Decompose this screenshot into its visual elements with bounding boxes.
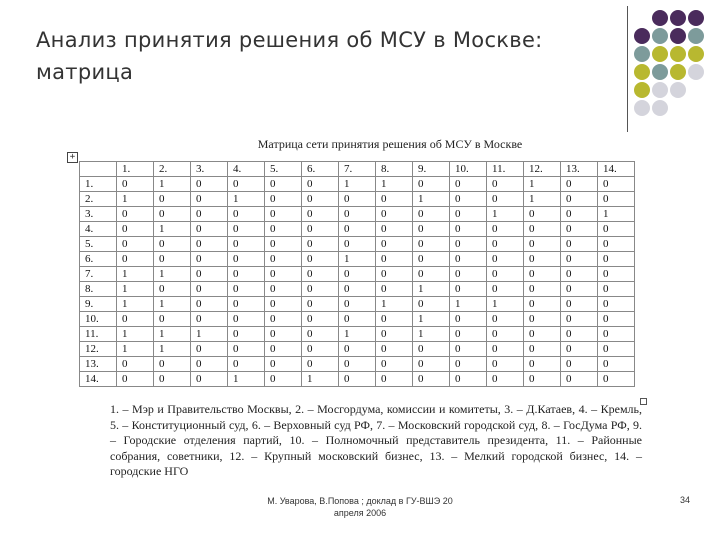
matrix-column-header: 2. [154, 162, 191, 177]
decorative-dot [670, 28, 686, 44]
matrix-cell: 0 [265, 342, 302, 357]
matrix-cell: 0 [191, 282, 228, 297]
matrix-cell: 0 [598, 177, 635, 192]
matrix-cell: 0 [302, 192, 339, 207]
matrix-cell: 0 [265, 312, 302, 327]
matrix-row [80, 372, 635, 387]
matrix-cell: 0 [154, 357, 191, 372]
matrix-cell: 0 [191, 297, 228, 312]
matrix-cell: 0 [154, 312, 191, 327]
matrix-cell: 0 [413, 177, 450, 192]
matrix-row-label: 11. [80, 327, 117, 342]
matrix-cell: 0 [265, 372, 302, 387]
matrix-cell: 0 [598, 342, 635, 357]
matrix-cell: 0 [487, 342, 524, 357]
matrix-column-header: 7. [339, 162, 376, 177]
matrix-cell: 0 [339, 297, 376, 312]
matrix-row [80, 267, 635, 282]
matrix-cell: 0 [191, 222, 228, 237]
decorative-dot [670, 82, 686, 98]
matrix-cell: 0 [376, 357, 413, 372]
matrix-cell: 0 [598, 222, 635, 237]
matrix-cell: 0 [376, 192, 413, 207]
matrix-cell: 0 [339, 312, 376, 327]
matrix-cell: 0 [487, 372, 524, 387]
matrix-cell: 1 [376, 297, 413, 312]
matrix-cell: 1 [487, 207, 524, 222]
matrix-cell: 0 [487, 267, 524, 282]
matrix-cell: 0 [228, 312, 265, 327]
matrix-cell: 0 [339, 237, 376, 252]
decorative-dot [652, 100, 668, 116]
matrix-cell: 0 [450, 327, 487, 342]
matrix-cell: 0 [450, 222, 487, 237]
matrix-cell: 1 [302, 372, 339, 387]
matrix-cell: 0 [265, 252, 302, 267]
matrix-cell: 0 [598, 327, 635, 342]
matrix-cell: 0 [524, 222, 561, 237]
matrix-cell: 0 [154, 237, 191, 252]
matrix-cell: 0 [191, 177, 228, 192]
matrix-cell: 0 [228, 297, 265, 312]
matrix-row [80, 222, 635, 237]
matrix-cell: 0 [376, 267, 413, 282]
matrix-cell: 0 [302, 342, 339, 357]
matrix-cell: 0 [339, 267, 376, 282]
matrix-cell: 0 [487, 327, 524, 342]
matrix-cell: 0 [524, 342, 561, 357]
matrix-cell: 1 [117, 282, 154, 297]
matrix-cell: 0 [302, 327, 339, 342]
matrix-cell: 0 [561, 342, 598, 357]
matrix-cell: 0 [450, 342, 487, 357]
matrix-column-header: 9. [413, 162, 450, 177]
matrix-cell: 0 [598, 372, 635, 387]
matrix-cell: 1 [228, 372, 265, 387]
matrix-cell: 0 [228, 207, 265, 222]
matrix-cell: 0 [524, 282, 561, 297]
matrix-cell: 0 [339, 342, 376, 357]
matrix-cell: 0 [302, 177, 339, 192]
matrix-cell: 0 [302, 267, 339, 282]
matrix-cell: 0 [117, 372, 154, 387]
matrix-cell: 0 [228, 327, 265, 342]
matrix-column-header: 8. [376, 162, 413, 177]
matrix-cell: 0 [228, 282, 265, 297]
matrix-cell: 0 [561, 192, 598, 207]
matrix-cell: 0 [450, 207, 487, 222]
matrix-cell: 0 [228, 222, 265, 237]
matrix-cell: 0 [524, 237, 561, 252]
matrix-cell: 0 [117, 357, 154, 372]
matrix-cell: 1 [117, 327, 154, 342]
matrix-cell: 1 [154, 297, 191, 312]
footer-line-2: апреля 2006 [333, 508, 387, 518]
matrix-column-header: 14. [598, 162, 635, 177]
matrix-cell: 1 [117, 267, 154, 282]
decorative-dot [670, 64, 686, 80]
matrix-row-label: 5. [80, 237, 117, 252]
matrix-cell: 0 [376, 282, 413, 297]
matrix-cell: 1 [154, 267, 191, 282]
matrix-cell: 0 [561, 177, 598, 192]
matrix-row-label: 9. [80, 297, 117, 312]
matrix-cell: 0 [302, 207, 339, 222]
matrix-cell: 0 [376, 252, 413, 267]
matrix-row [80, 207, 635, 222]
matrix-cell: 0 [561, 267, 598, 282]
matrix-row [80, 252, 635, 267]
matrix-cell: 0 [598, 252, 635, 267]
matrix-column-header: 5. [265, 162, 302, 177]
matrix-cell: 1 [339, 327, 376, 342]
matrix-cell: 1 [117, 192, 154, 207]
matrix-cell: 0 [191, 237, 228, 252]
matrix-cell: 0 [265, 237, 302, 252]
matrix-cell: 0 [598, 267, 635, 282]
matrix-cell: 0 [524, 267, 561, 282]
matrix-row-label: 8. [80, 282, 117, 297]
matrix-cell: 0 [339, 282, 376, 297]
matrix-cell: 0 [154, 192, 191, 207]
matrix-cell: 0 [413, 222, 450, 237]
matrix-cell: 0 [228, 237, 265, 252]
matrix-cell: 0 [117, 252, 154, 267]
decorative-dot [688, 46, 704, 62]
matrix-cell: 0 [561, 237, 598, 252]
matrix-row-label: 6. [80, 252, 117, 267]
matrix-cell: 0 [302, 312, 339, 327]
matrix-cell: 0 [487, 252, 524, 267]
matrix-cell: 0 [487, 282, 524, 297]
matrix-cell: 0 [265, 297, 302, 312]
matrix-cell: 0 [117, 222, 154, 237]
matrix-cell: 0 [302, 222, 339, 237]
matrix-cell: 0 [524, 357, 561, 372]
matrix-column-header: 11. [487, 162, 524, 177]
matrix-cell: 0 [487, 312, 524, 327]
matrix-row-label: 3. [80, 207, 117, 222]
matrix-cell: 0 [413, 237, 450, 252]
matrix-cell: 1 [117, 297, 154, 312]
matrix-cell: 0 [302, 252, 339, 267]
matrix-cell: 0 [265, 207, 302, 222]
matrix-cell: 0 [487, 357, 524, 372]
matrix-cell: 1 [413, 327, 450, 342]
matrix-cell: 0 [154, 207, 191, 222]
matrix-cell: 0 [376, 207, 413, 222]
matrix-cell: 0 [487, 237, 524, 252]
matrix-cell: 1 [154, 342, 191, 357]
matrix-cell: 0 [561, 312, 598, 327]
matrix-cell: 1 [450, 297, 487, 312]
decorative-divider [627, 6, 628, 132]
matrix-cell: 0 [228, 267, 265, 282]
matrix-cell: 0 [191, 207, 228, 222]
matrix-cell: 0 [598, 192, 635, 207]
matrix-cell: 0 [191, 252, 228, 267]
matrix-cell: 0 [117, 177, 154, 192]
matrix-cell: 0 [339, 372, 376, 387]
matrix-cell: 0 [191, 312, 228, 327]
matrix-column-header [80, 162, 117, 177]
decorative-dot [688, 10, 704, 26]
matrix-row-label: 13. [80, 357, 117, 372]
plus-square-icon[interactable]: + [67, 152, 78, 163]
matrix-row [80, 282, 635, 297]
matrix-cell: 1 [524, 177, 561, 192]
matrix-column-header: 13. [561, 162, 598, 177]
decorative-dot [652, 28, 668, 44]
matrix-cell: 0 [487, 177, 524, 192]
matrix-cell: 0 [413, 357, 450, 372]
footer-line-1: М. Уварова, В.Попова ; доклад в ГУ-ВШЭ 20 [267, 496, 453, 506]
slide-title: Анализ принятия решения об МСУ в Москве: матрица [36, 28, 543, 84]
matrix-cell: 0 [524, 297, 561, 312]
matrix-cell: 0 [524, 207, 561, 222]
matrix-cell: 0 [376, 222, 413, 237]
matrix-cell: 0 [339, 192, 376, 207]
adjacency-matrix [79, 161, 635, 387]
matrix-cell: 0 [413, 252, 450, 267]
matrix-cell: 0 [191, 372, 228, 387]
matrix-row [80, 237, 635, 252]
matrix-cell: 0 [228, 357, 265, 372]
matrix-cell: 0 [450, 312, 487, 327]
matrix-header-row [80, 162, 635, 177]
matrix-cell: 0 [598, 312, 635, 327]
matrix-cell: 0 [191, 342, 228, 357]
matrix-cell: 1 [487, 297, 524, 312]
matrix-cell: 1 [154, 327, 191, 342]
matrix-cell: 0 [450, 267, 487, 282]
matrix-cell: 0 [376, 327, 413, 342]
matrix-column-header: 3. [191, 162, 228, 177]
matrix-cell: 0 [376, 372, 413, 387]
matrix-cell: 0 [302, 282, 339, 297]
matrix-cell: 0 [561, 252, 598, 267]
matrix-cell: 0 [598, 237, 635, 252]
matrix-cell: 0 [191, 192, 228, 207]
matrix-cell: 0 [487, 222, 524, 237]
matrix-cell: 1 [413, 282, 450, 297]
matrix-cell: 0 [413, 372, 450, 387]
matrix-cell: 0 [376, 342, 413, 357]
matrix-cell: 0 [598, 357, 635, 372]
matrix-cell: 0 [413, 342, 450, 357]
matrix-cell: 0 [265, 267, 302, 282]
matrix-row-label: 12. [80, 342, 117, 357]
matrix-row-label: 10. [80, 312, 117, 327]
matrix-column-header: 4. [228, 162, 265, 177]
matrix-cell: 0 [413, 207, 450, 222]
matrix-column-header: 6. [302, 162, 339, 177]
decorative-dot [634, 64, 650, 80]
matrix-cell: 0 [265, 357, 302, 372]
matrix-column-header: 10. [450, 162, 487, 177]
matrix-row [80, 327, 635, 342]
matrix-cell: 0 [524, 372, 561, 387]
matrix-cell: 0 [561, 327, 598, 342]
matrix-cell: 0 [265, 327, 302, 342]
matrix-cell: 1 [117, 342, 154, 357]
decorative-dot [634, 100, 650, 116]
matrix-cell: 0 [450, 252, 487, 267]
matrix-cell: 0 [117, 312, 154, 327]
decorative-dot [652, 46, 668, 62]
decorative-dot [688, 64, 704, 80]
matrix-row [80, 342, 635, 357]
matrix-cell: 0 [117, 207, 154, 222]
matrix-cell: 0 [450, 282, 487, 297]
decorative-dot [634, 28, 650, 44]
matrix-cell: 1 [413, 192, 450, 207]
matrix-cell: 1 [154, 177, 191, 192]
matrix-cell: 0 [265, 282, 302, 297]
matrix-row-label: 14. [80, 372, 117, 387]
matrix-cell: 0 [598, 297, 635, 312]
matrix-cell: 0 [450, 237, 487, 252]
matrix-cell: 0 [524, 327, 561, 342]
matrix-cell: 0 [561, 297, 598, 312]
matrix-cell: 0 [265, 222, 302, 237]
matrix-cell: 0 [561, 222, 598, 237]
matrix-cell: 0 [117, 237, 154, 252]
matrix-column-header: 12. [524, 162, 561, 177]
matrix-cell: 1 [598, 207, 635, 222]
matrix-cell: 0 [265, 192, 302, 207]
matrix-cell: 0 [339, 357, 376, 372]
matrix-row-label: 7. [80, 267, 117, 282]
matrix-cell: 1 [524, 192, 561, 207]
matrix-cell: 0 [524, 252, 561, 267]
matrix-cell: 0 [302, 297, 339, 312]
matrix-cell: 0 [376, 237, 413, 252]
decorative-dot [688, 28, 704, 44]
matrix-title: Матрица сети принятия решения об МСУ в Москве [257, 137, 523, 151]
matrix-cell: 0 [413, 267, 450, 282]
matrix-cell: 0 [376, 312, 413, 327]
matrix-cell: 0 [228, 342, 265, 357]
matrix-cell: 0 [598, 282, 635, 297]
matrix-row [80, 312, 635, 327]
page-number: 34 [679, 495, 690, 505]
decorative-dot [670, 46, 686, 62]
matrix-cell: 1 [376, 177, 413, 192]
matrix-cell: 0 [561, 372, 598, 387]
matrix-cell: 0 [154, 252, 191, 267]
matrix-cell: 1 [228, 192, 265, 207]
matrix-cell: 0 [450, 372, 487, 387]
matrix-row [80, 357, 635, 372]
matrix-cell: 0 [154, 372, 191, 387]
matrix-cell: 0 [450, 192, 487, 207]
matrix-row-label: 2. [80, 192, 117, 207]
matrix-cell: 1 [339, 252, 376, 267]
decorative-dot [652, 82, 668, 98]
matrix-cell: 0 [191, 357, 228, 372]
matrix-cell: 0 [450, 357, 487, 372]
matrix-cell: 0 [339, 207, 376, 222]
matrix-legend: 1. – Мэр и Правительство Москвы, 2. – Мосгордума, комиссии и комитеты, 3. – Д.Катаев, 4. – Кремль, 5. – Конституционный суд, 6. – Верховный суд РФ, 7. – Московский городской суд, 8. – ГосДума РФ, 9. – Городские отделения партий, 10. – Полномочный представитель президента, 11. – Районные собрания, советники, 12. – Крупный московский бизнес, 13. – Мелкий городской бизнес, 14. – городские НГО [110, 402, 642, 478]
matrix-cell: 0 [228, 177, 265, 192]
matrix-column-header: 1. [117, 162, 154, 177]
matrix-row [80, 192, 635, 207]
matrix-cell: 0 [524, 312, 561, 327]
matrix-cell: 0 [487, 192, 524, 207]
decorative-dot [652, 10, 668, 26]
decorative-dot [670, 10, 686, 26]
matrix-cell: 0 [302, 237, 339, 252]
matrix-cell: 0 [339, 222, 376, 237]
matrix-cell: 1 [413, 312, 450, 327]
matrix-cell: 0 [302, 357, 339, 372]
matrix-cell: 0 [191, 267, 228, 282]
decorative-dot [634, 82, 650, 98]
matrix-cell: 0 [561, 207, 598, 222]
matrix-row [80, 297, 635, 312]
matrix-cell: 0 [561, 357, 598, 372]
decorative-dot-grid [634, 10, 714, 120]
matrix-cell: 0 [450, 177, 487, 192]
matrix-row-label: 4. [80, 222, 117, 237]
matrix-cell: 0 [228, 252, 265, 267]
matrix-cell: 0 [413, 297, 450, 312]
matrix-cell: 1 [154, 222, 191, 237]
matrix-row-label: 1. [80, 177, 117, 192]
matrix-row [80, 177, 635, 192]
matrix-cell: 0 [154, 282, 191, 297]
decorative-dot [652, 64, 668, 80]
matrix-cell: 1 [339, 177, 376, 192]
matrix-cell: 0 [561, 282, 598, 297]
slide-footer [240, 495, 480, 519]
decorative-dot [634, 46, 650, 62]
matrix-cell: 0 [265, 177, 302, 192]
matrix-cell: 1 [191, 327, 228, 342]
matrix-table [79, 161, 635, 387]
